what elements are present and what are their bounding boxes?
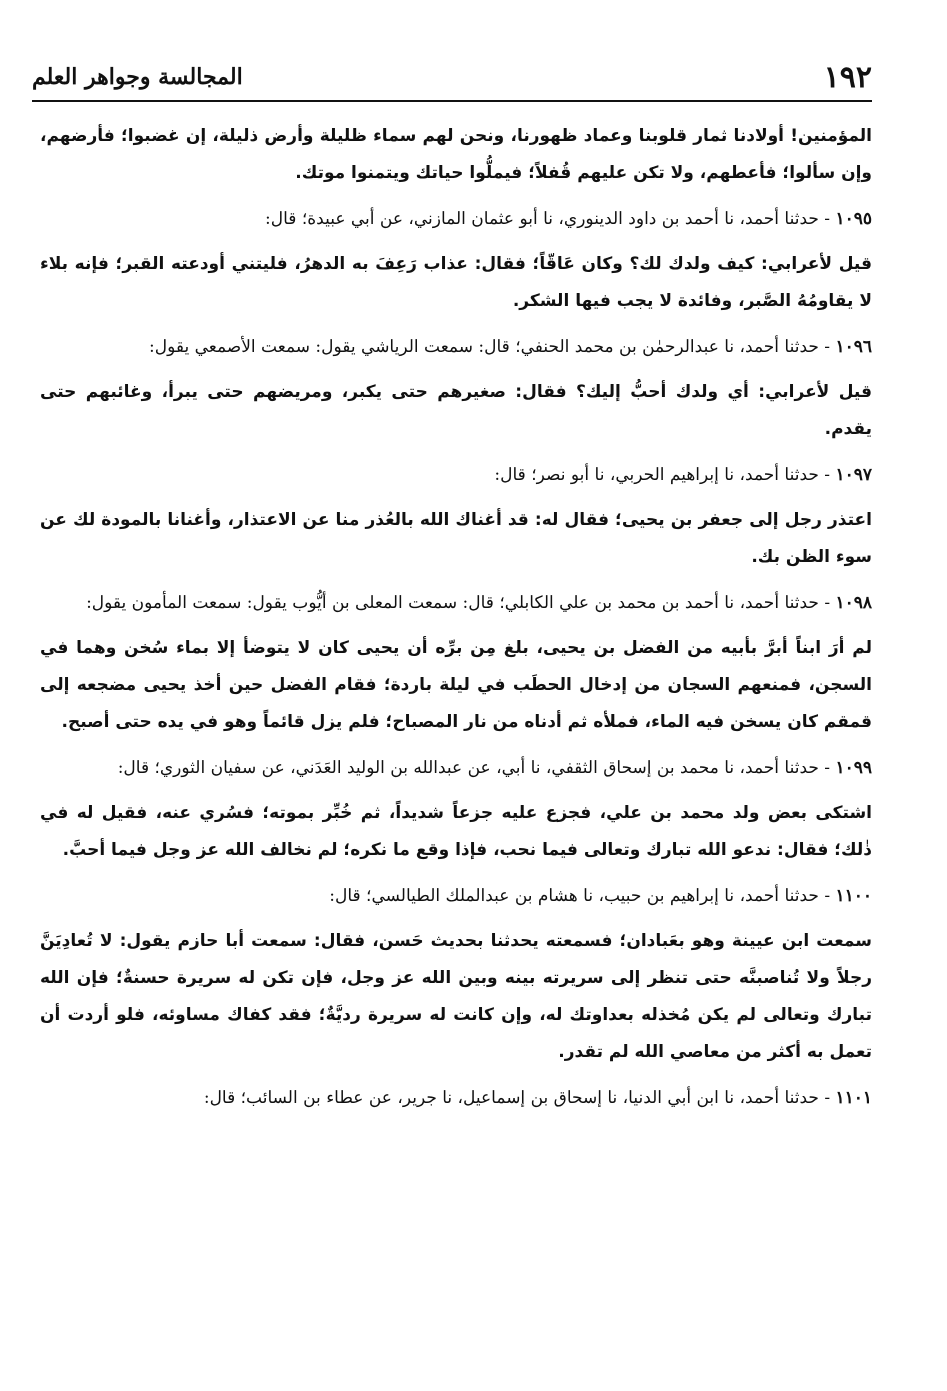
page-number: ١٩٢ (823, 60, 872, 95)
narration-chain (40, 584, 872, 622)
hadith-number: ١٠٩٩ (835, 758, 872, 778)
narration-chain (40, 200, 872, 238)
chain-body: - حدثنا أحمد، نا أحمد بن داود الدينوري، نا أبو عثمان المازني، عن أبي عبيدة؛ قال: (265, 209, 836, 229)
hadith-number: ١٠٩٦ (835, 337, 872, 357)
paragraph-body: لم أرَ ابناً أبرَّ بأبيه من الفضل بن يحيى، بلغ مِن برِّه أن يحيى كان لا يتوضأ إلا بماء سُخن وهما في السجن، فمنعهم السجان من إدخال الحطَب في ليلة باردة؛ فقام الفضل حين أخذ يحيى مضجعه إلى قمقم كان يسخن فيه الماء، فملأه ثم أدناه من نار المصباح؛ فلم يزل قائماً وهو في يده حتى أصبح. (40, 638, 872, 732)
narration-chain (40, 749, 872, 787)
paragraph-text (40, 246, 872, 320)
paragraph-text (40, 374, 872, 448)
paragraph-body: اعتذر رجل إلى جعفر بن يحيى؛ فقال له: قد أغناك الله بالعُذر منا عن الاعتذار، وأغنانا بالمودة لك عن سوء الظن بك. (40, 510, 872, 567)
paragraph-text (40, 795, 872, 869)
paragraph-body: اشتكى بعض ولد محمد بن علي، فجزع عليه جزعاً شديداً، ثم خُبِّر بموته؛ فسُري عنه، فقيل له في ذٰلك؛ فقال: ندعو الله تبارك وتعالى فيما نحب، فإذا وقع ما نكره؛ لم نخالف الله عز وجل فيما أحبَّ. (40, 803, 872, 860)
paragraph-body: قيل لأعرابي: أي ولدك أحبُّ إليك؟ فقال: صغيرهم حتى يكبر، ومريضهم حتى يبرأ، وغائبهم حتى يقدم. (40, 382, 872, 439)
hadith-number: ١٠٩٨ (835, 593, 872, 613)
paragraph-text (40, 118, 872, 192)
chain-body: - حدثنا أحمد، نا ابن أبي الدنيا، نا إسحاق بن إسماعيل، نا جرير، عن عطاء بن السائب؛ قال: (203, 1088, 836, 1108)
page-body (40, 118, 872, 1125)
paragraph-body: قيل لأعرابي: كيف ولدك لك؟ وكان عَاقّاً؛ فقال: عذاب رَعِفَ به الدهرُ، فليتني أودعته القبر؛ فإنه بلاء لا يقاومُهُ الصَّبر، وفائدة لا يجب فيها الشكر. (40, 254, 872, 311)
chain-body: - حدثنا أحمد، نا إبراهيم بن حبيب، نا هشام بن عبدالملك الطيالسي؛ قال: (329, 886, 836, 906)
narration-chain (40, 456, 872, 494)
paragraph-body: المؤمنين! أولادنا ثمار قلوبنا وعماد ظهورنا، ونحن لهم سماء ظليلة وأرض ذليلة، إن غضبوا؛ فأرضهم، وإن سألوا؛ فأعطهم، ولا تكن عليهم قُفلاً؛ فيملُّوا حياتك ويتمنوا موتك. (40, 126, 872, 183)
hadith-number: ١١٠٠ (835, 886, 872, 906)
chain-body: - حدثنا أحمد، نا إبراهيم الحربي، نا أبو نصر؛ قال: (494, 465, 836, 485)
hadith-number: ١٠٩٧ (835, 465, 872, 485)
hadith-number: ١٠٩٥ (835, 209, 872, 229)
chain-body: - حدثنا أحمد، نا محمد بن إسحاق الثقفي، نا أبي، عن عبدالله بن الوليد العَدَني، عن سفيان الثوري؛ قال: (117, 758, 836, 778)
book-title: المجالسة وجواهر العلم (32, 64, 243, 90)
paragraph-text (40, 502, 872, 576)
chain-body: - حدثنا أحمد، نا عبدالرحمٰن بن محمد الحنفي؛ قال: سمعت الرياشي يقول: سمعت الأصمعي يقول: (149, 337, 836, 357)
narration-chain (40, 877, 872, 915)
page-header (32, 56, 872, 102)
paragraph-text (40, 630, 872, 741)
narration-chain (40, 328, 872, 366)
hadith-number: ١١٠١ (835, 1088, 872, 1108)
paragraph-body: سمعت ابن عيينة وهو بعَبادان؛ فسمعته يحدثنا بحديث حَسن، فقال: سمعت أبا حازم يقول: لا تُعادِيَنَّ رجلاً ولا تُناصبنَّه حتى تنظر إلى سريرته بينه وبين الله عز وجل، فإن تكن له سريرة حسنةٌ؛ فإن الله تبارك وتعالى لم يكن مُخذله بعداوتك له، وإن كانت له سريرة رديَّةٌ؛ فقد كفاك مساوئه، فلو أردت أن تعمل به أكثر من معاصي الله لم تقدر. (40, 931, 872, 1062)
paragraph-text (40, 923, 872, 1071)
narration-chain (40, 1079, 872, 1117)
chain-body: - حدثنا أحمد، نا أحمد بن محمد بن علي الكابلي؛ قال: سمعت المعلى بن أيُّوب يقول: سمعت المأمون يقول: (86, 593, 836, 613)
